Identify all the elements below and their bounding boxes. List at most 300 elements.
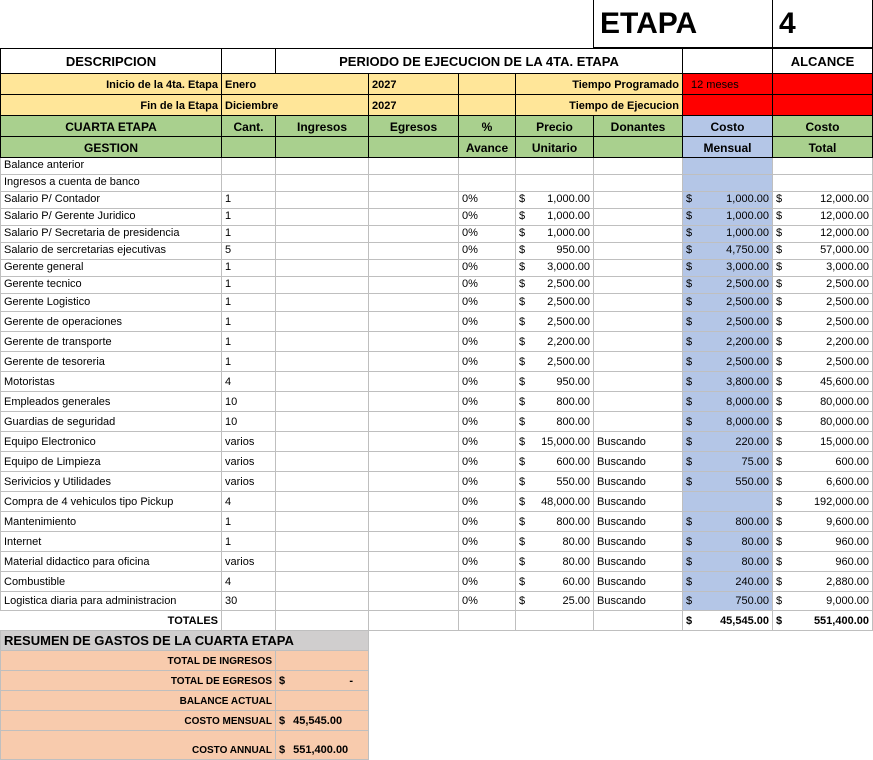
totales-blank-cell: [222, 611, 276, 631]
cell-text: Gerente de tesoreria: [4, 356, 105, 368]
cell-mensual: [683, 158, 773, 175]
amount: 8,000.00: [726, 416, 769, 428]
amount: 6,600.00: [826, 476, 869, 488]
amount: 45,545.00: [720, 615, 769, 627]
cell-total: [773, 592, 873, 611]
cell-donante: [594, 532, 683, 552]
cell-mensual: [683, 209, 773, 226]
currency-symbol: $: [519, 278, 526, 290]
cell-precio: [516, 260, 594, 277]
cell-cant: [222, 332, 276, 352]
currency-symbol: $: [776, 456, 783, 468]
cell-text: 4: [225, 376, 232, 388]
cell-pct: [459, 260, 516, 277]
cell-ing: [276, 452, 369, 472]
cell-text: 0%: [462, 193, 478, 205]
tiempo-programado-label: Tiempo Programado: [516, 74, 683, 95]
cell-precio: [516, 512, 594, 532]
cell-text: 4: [225, 576, 232, 588]
periodo-header: PERIODO DE EJECUCION DE LA 4TA. ETAPA: [276, 48, 683, 74]
totales-amount: [773, 611, 873, 631]
currency-symbol: $: [776, 556, 783, 568]
row-description: [0, 572, 222, 592]
currency-symbol: $: [686, 278, 693, 290]
cell-total: [773, 277, 873, 294]
cell-total: [773, 294, 873, 312]
cell-ing: [276, 392, 369, 412]
cell-donante: [594, 592, 683, 611]
cell-text: 0%: [462, 595, 478, 607]
cell-text: Salario P/ Gerente Juridico: [4, 210, 136, 222]
cell-text: 0%: [462, 536, 478, 548]
cell-total: [773, 312, 873, 332]
cell-cant: [222, 243, 276, 260]
cell-cant: [222, 532, 276, 552]
cell-pct: [459, 192, 516, 209]
cell-text: 0%: [462, 576, 478, 588]
cell-mensual: [683, 243, 773, 260]
cell-text: 0%: [462, 496, 478, 508]
cell-total: [773, 572, 873, 592]
inicio-mes: Enero: [222, 74, 369, 95]
currency-symbol: $: [686, 244, 693, 256]
amount: 2,500.00: [726, 296, 769, 308]
currency-symbol: $: [519, 356, 526, 368]
resumen-title: RESUMEN DE GASTOS DE LA CUARTA ETAPA: [0, 631, 369, 651]
cell-text: varios: [225, 456, 255, 468]
currency-symbol: $: [519, 227, 526, 239]
tiempo-ejecucion-value: [683, 95, 773, 116]
amount: 600.00: [835, 456, 869, 468]
cell-mensual: [683, 175, 773, 192]
amount: 12,000.00: [820, 210, 869, 222]
cell-ing: [276, 552, 369, 572]
amount: 551,400.00: [813, 615, 869, 627]
cell-cant: [222, 592, 276, 611]
cell-text: 0%: [462, 210, 478, 222]
cell-pct: [459, 512, 516, 532]
currency-symbol: $: [776, 210, 783, 222]
cell-precio: [516, 277, 594, 294]
cell-egr: [369, 312, 459, 332]
cell-cant: [222, 572, 276, 592]
row-description: [0, 332, 222, 352]
cell-precio: [516, 552, 594, 572]
cell-text: 5: [225, 244, 232, 256]
cell-mensual: [683, 352, 773, 372]
cell-text: 1: [225, 296, 232, 308]
cell-mensual: [683, 492, 773, 512]
cell-ing: [276, 332, 369, 352]
currency-symbol: $: [686, 210, 693, 222]
cell-text: Buscando: [597, 595, 646, 607]
cell-text: 0%: [462, 316, 478, 328]
currency-symbol: $: [776, 244, 783, 256]
currency-symbol: $: [519, 516, 526, 528]
cell-pct: [459, 492, 516, 512]
totales-blank-cell: [369, 611, 459, 631]
cell-text: Gerente de transporte: [4, 336, 112, 348]
alcance-header: ALCANCE: [773, 48, 873, 74]
resumen-value: [276, 731, 369, 760]
amount: 15,000.00: [541, 436, 590, 448]
cell-ing: [276, 175, 369, 192]
amount: 800.00: [556, 396, 590, 408]
cell-pct: [459, 472, 516, 492]
amount: 1,000.00: [547, 227, 590, 239]
cell-mensual: [683, 512, 773, 532]
cell-donante: [594, 277, 683, 294]
resumen-label: BALANCE ACTUAL: [0, 691, 276, 711]
currency-symbol: $: [686, 576, 693, 588]
fin-anio: 2027: [369, 95, 459, 116]
row-description: [0, 472, 222, 492]
cell-egr: [369, 432, 459, 452]
amount: 12,000.00: [820, 227, 869, 239]
info-blank-cell: [459, 95, 516, 116]
cell-egr: [369, 552, 459, 572]
currency-symbol: $: [519, 316, 526, 328]
cell-text: 0%: [462, 336, 478, 348]
cell-cant: [222, 294, 276, 312]
row-description: [0, 492, 222, 512]
currency-symbol: $: [686, 416, 693, 428]
cell-text: 0%: [462, 416, 478, 428]
currency-symbol: $: [686, 436, 693, 448]
cell-text: Buscando: [597, 436, 646, 448]
currency-symbol: $: [686, 516, 693, 528]
amount: 960.00: [835, 556, 869, 568]
cell-text: Buscando: [597, 476, 646, 488]
amount: 1,000.00: [726, 193, 769, 205]
currency-symbol: $: [519, 336, 526, 348]
info-blank-cell: [459, 74, 516, 95]
cell-text: Ingresos a cuenta de banco: [4, 176, 140, 188]
currency-symbol: $: [519, 210, 526, 222]
currency-symbol: $: [776, 261, 783, 273]
cell-total: [773, 372, 873, 392]
row-description: [0, 226, 222, 243]
inicio-anio: 2027: [369, 74, 459, 95]
currency-symbol: $: [776, 396, 783, 408]
currency-symbol: $: [686, 336, 693, 348]
cell-text: Buscando: [597, 576, 646, 588]
cell-egr: [369, 352, 459, 372]
currency-symbol: $: [686, 556, 693, 568]
row-description: [0, 158, 222, 175]
cell-precio: [516, 452, 594, 472]
cell-ing: [276, 277, 369, 294]
cell-mensual: [683, 372, 773, 392]
alcance-red-cell: [773, 74, 873, 95]
cell-total: [773, 512, 873, 532]
cell-mensual: [683, 412, 773, 432]
cell-total: [773, 209, 873, 226]
cell-donante: [594, 332, 683, 352]
amount: 960.00: [835, 536, 869, 548]
cell-pct: [459, 175, 516, 192]
amount: 1,000.00: [547, 210, 590, 222]
cell-ing: [276, 372, 369, 392]
currency-symbol: $: [519, 595, 526, 607]
amount: 80.00: [741, 556, 769, 568]
currency-symbol: $: [776, 516, 783, 528]
cell-text: 0%: [462, 556, 478, 568]
col-donantes: Donantes: [594, 116, 683, 137]
row-description: [0, 452, 222, 472]
cell-precio: [516, 592, 594, 611]
amount: 2,500.00: [826, 356, 869, 368]
amount: 2,500.00: [726, 356, 769, 368]
cell-cant: [222, 372, 276, 392]
cell-cant: [222, 512, 276, 532]
currency-symbol: $: [519, 496, 526, 508]
col-precio: Precio: [516, 116, 594, 137]
cell-pct: [459, 552, 516, 572]
amount: 15,000.00: [820, 436, 869, 448]
amount: 4,750.00: [726, 244, 769, 256]
cell-ing: [276, 312, 369, 332]
cell-text: 10: [225, 396, 238, 408]
cell-text: 0%: [462, 227, 478, 239]
cell-total: [773, 492, 873, 512]
currency-symbol: $: [519, 436, 526, 448]
col-gestion: GESTION: [0, 137, 222, 158]
cell-egr: [369, 572, 459, 592]
amount: 240.00: [735, 576, 769, 588]
cell-precio: [516, 472, 594, 492]
amount: 3,000.00: [726, 261, 769, 273]
inicio-label: Inicio de la 4ta. Etapa: [0, 74, 222, 95]
currency-symbol: $: [279, 675, 286, 687]
cell-mensual: [683, 592, 773, 611]
cell-text: 0%: [462, 296, 478, 308]
currency-symbol: $: [519, 416, 526, 428]
currency-symbol: $: [686, 396, 693, 408]
amount: 950.00: [556, 244, 590, 256]
cell-text: Internet: [4, 536, 42, 548]
cell-mensual: [683, 532, 773, 552]
cell-donante: [594, 412, 683, 432]
resumen-value: [276, 671, 369, 691]
amount: 45,545.00: [293, 715, 343, 727]
cell-cant: [222, 472, 276, 492]
currency-symbol: $: [686, 376, 693, 388]
currency-symbol: $: [776, 356, 783, 368]
row-description: [0, 372, 222, 392]
cell-text: 1: [225, 516, 232, 528]
currency-symbol: $: [686, 227, 693, 239]
cell-cant: [222, 175, 276, 192]
cell-cant: [222, 226, 276, 243]
resumen-label: COSTO ANNUAL: [0, 731, 276, 760]
currency-symbol: $: [776, 376, 783, 388]
row-description: [0, 532, 222, 552]
cell-precio: [516, 209, 594, 226]
col-unitario: Unitario: [516, 137, 594, 158]
cell-donante: [594, 432, 683, 452]
cell-mensual: [683, 432, 773, 452]
cell-donante: [594, 452, 683, 472]
cell-egr: [369, 277, 459, 294]
currency-symbol: $: [519, 476, 526, 488]
amount: 9,000.00: [826, 595, 869, 607]
amount: 2,500.00: [826, 278, 869, 290]
cell-text: Gerente de operaciones: [4, 316, 123, 328]
cell-cant: [222, 312, 276, 332]
currency-symbol: $: [519, 261, 526, 273]
cell-total: [773, 432, 873, 452]
cell-egr: [369, 372, 459, 392]
cell-egr: [369, 472, 459, 492]
col-costo-mensual: Costo: [683, 116, 773, 137]
cell-text: Equipo Electronico: [4, 436, 96, 448]
cell-mensual: [683, 452, 773, 472]
cell-text: 1: [225, 261, 232, 273]
amount: 2,200.00: [826, 336, 869, 348]
cell-pct: [459, 312, 516, 332]
currency-symbol: $: [776, 536, 783, 548]
currency-symbol: $: [776, 476, 783, 488]
fin-mes: Diciembre: [222, 95, 369, 116]
amount: 800.00: [556, 516, 590, 528]
cell-mensual: [683, 332, 773, 352]
alcance-red-cell: [773, 95, 873, 116]
amount: 57,000.00: [820, 244, 869, 256]
amount: 12,000.00: [820, 193, 869, 205]
cell-precio: [516, 532, 594, 552]
cell-text: Gerente Logistico: [4, 296, 91, 308]
amount: 550.00: [735, 476, 769, 488]
currency-symbol: $: [776, 436, 783, 448]
amount: 2,500.00: [547, 278, 590, 290]
cell-text: 4: [225, 496, 232, 508]
amount: 600.00: [556, 456, 590, 468]
currency-symbol: $: [776, 496, 783, 508]
cell-precio: [516, 392, 594, 412]
cell-cant: [222, 277, 276, 294]
cell-text: Salario P/ Contador: [4, 193, 100, 205]
amount: 3,800.00: [726, 376, 769, 388]
cell-cant: [222, 552, 276, 572]
cell-cant: [222, 209, 276, 226]
cell-total: [773, 243, 873, 260]
cell-text: 0%: [462, 356, 478, 368]
cell-text: varios: [225, 556, 255, 568]
cell-total: [773, 260, 873, 277]
cell-ing: [276, 532, 369, 552]
cell-donante: [594, 158, 683, 175]
amount: 3,000.00: [547, 261, 590, 273]
totales-label: TOTALES: [0, 611, 222, 631]
resumen-value: [276, 691, 369, 711]
cell-text: Compra de 4 vehiculos tipo Pickup: [4, 496, 174, 508]
cell-egr: [369, 260, 459, 277]
cell-text: 0%: [462, 456, 478, 468]
cell-mensual: [683, 260, 773, 277]
cell-text: 1: [225, 193, 232, 205]
cell-cant: [222, 412, 276, 432]
cell-donante: [594, 512, 683, 532]
currency-symbol: $: [776, 336, 783, 348]
row-description: [0, 243, 222, 260]
currency-symbol: $: [776, 416, 783, 428]
amount: 80,000.00: [820, 396, 869, 408]
cell-precio: [516, 175, 594, 192]
cell-text: Buscando: [597, 536, 646, 548]
descripcion-header: DESCRIPCION: [0, 48, 222, 74]
col-blank-cell: [594, 137, 683, 158]
cell-egr: [369, 512, 459, 532]
cell-text: Buscando: [597, 496, 646, 508]
cell-precio: [516, 372, 594, 392]
cell-pct: [459, 572, 516, 592]
cell-total: [773, 532, 873, 552]
cell-ing: [276, 472, 369, 492]
cell-precio: [516, 412, 594, 432]
row-description: [0, 175, 222, 192]
currency-symbol: $: [776, 595, 783, 607]
cell-pct: [459, 158, 516, 175]
cell-cant: [222, 260, 276, 277]
header-blank-cell: [222, 48, 276, 74]
header-blank-cell: [683, 48, 773, 74]
cell-text: 0%: [462, 476, 478, 488]
cell-precio: [516, 294, 594, 312]
cell-total: [773, 452, 873, 472]
resumen-value: [276, 651, 369, 671]
cell-mensual: [683, 277, 773, 294]
cell-egr: [369, 532, 459, 552]
cell-mensual: [683, 472, 773, 492]
amount: 8,000.00: [726, 396, 769, 408]
amount: 1,000.00: [726, 227, 769, 239]
col-ingresos: Ingresos: [276, 116, 369, 137]
cell-donante: [594, 392, 683, 412]
cell-ing: [276, 432, 369, 452]
cell-text: 0%: [462, 436, 478, 448]
row-description: [0, 294, 222, 312]
cell-ing: [276, 412, 369, 432]
cell-text: 1: [225, 316, 232, 328]
amount: 80.00: [562, 536, 590, 548]
cell-egr: [369, 209, 459, 226]
row-description: [0, 277, 222, 294]
currency-symbol: $: [519, 376, 526, 388]
cell-donante: [594, 312, 683, 332]
row-description: [0, 192, 222, 209]
amount: 192,000.00: [813, 496, 869, 508]
cell-egr: [369, 243, 459, 260]
amount: 800.00: [735, 516, 769, 528]
cell-ing: [276, 243, 369, 260]
cell-mensual: [683, 294, 773, 312]
cell-pct: [459, 243, 516, 260]
cell-text: 0%: [462, 516, 478, 528]
cell-text: Logistica diaria para administracion: [4, 595, 177, 607]
row-description: [0, 592, 222, 611]
currency-symbol: $: [519, 576, 526, 588]
cell-text: Buscando: [597, 516, 646, 528]
cell-text: Buscando: [597, 456, 646, 468]
row-description: [0, 412, 222, 432]
cell-donante: [594, 192, 683, 209]
cell-total: [773, 175, 873, 192]
currency-symbol: $: [686, 296, 693, 308]
currency-symbol: $: [519, 396, 526, 408]
col-total: Total: [773, 137, 873, 158]
cell-egr: [369, 592, 459, 611]
